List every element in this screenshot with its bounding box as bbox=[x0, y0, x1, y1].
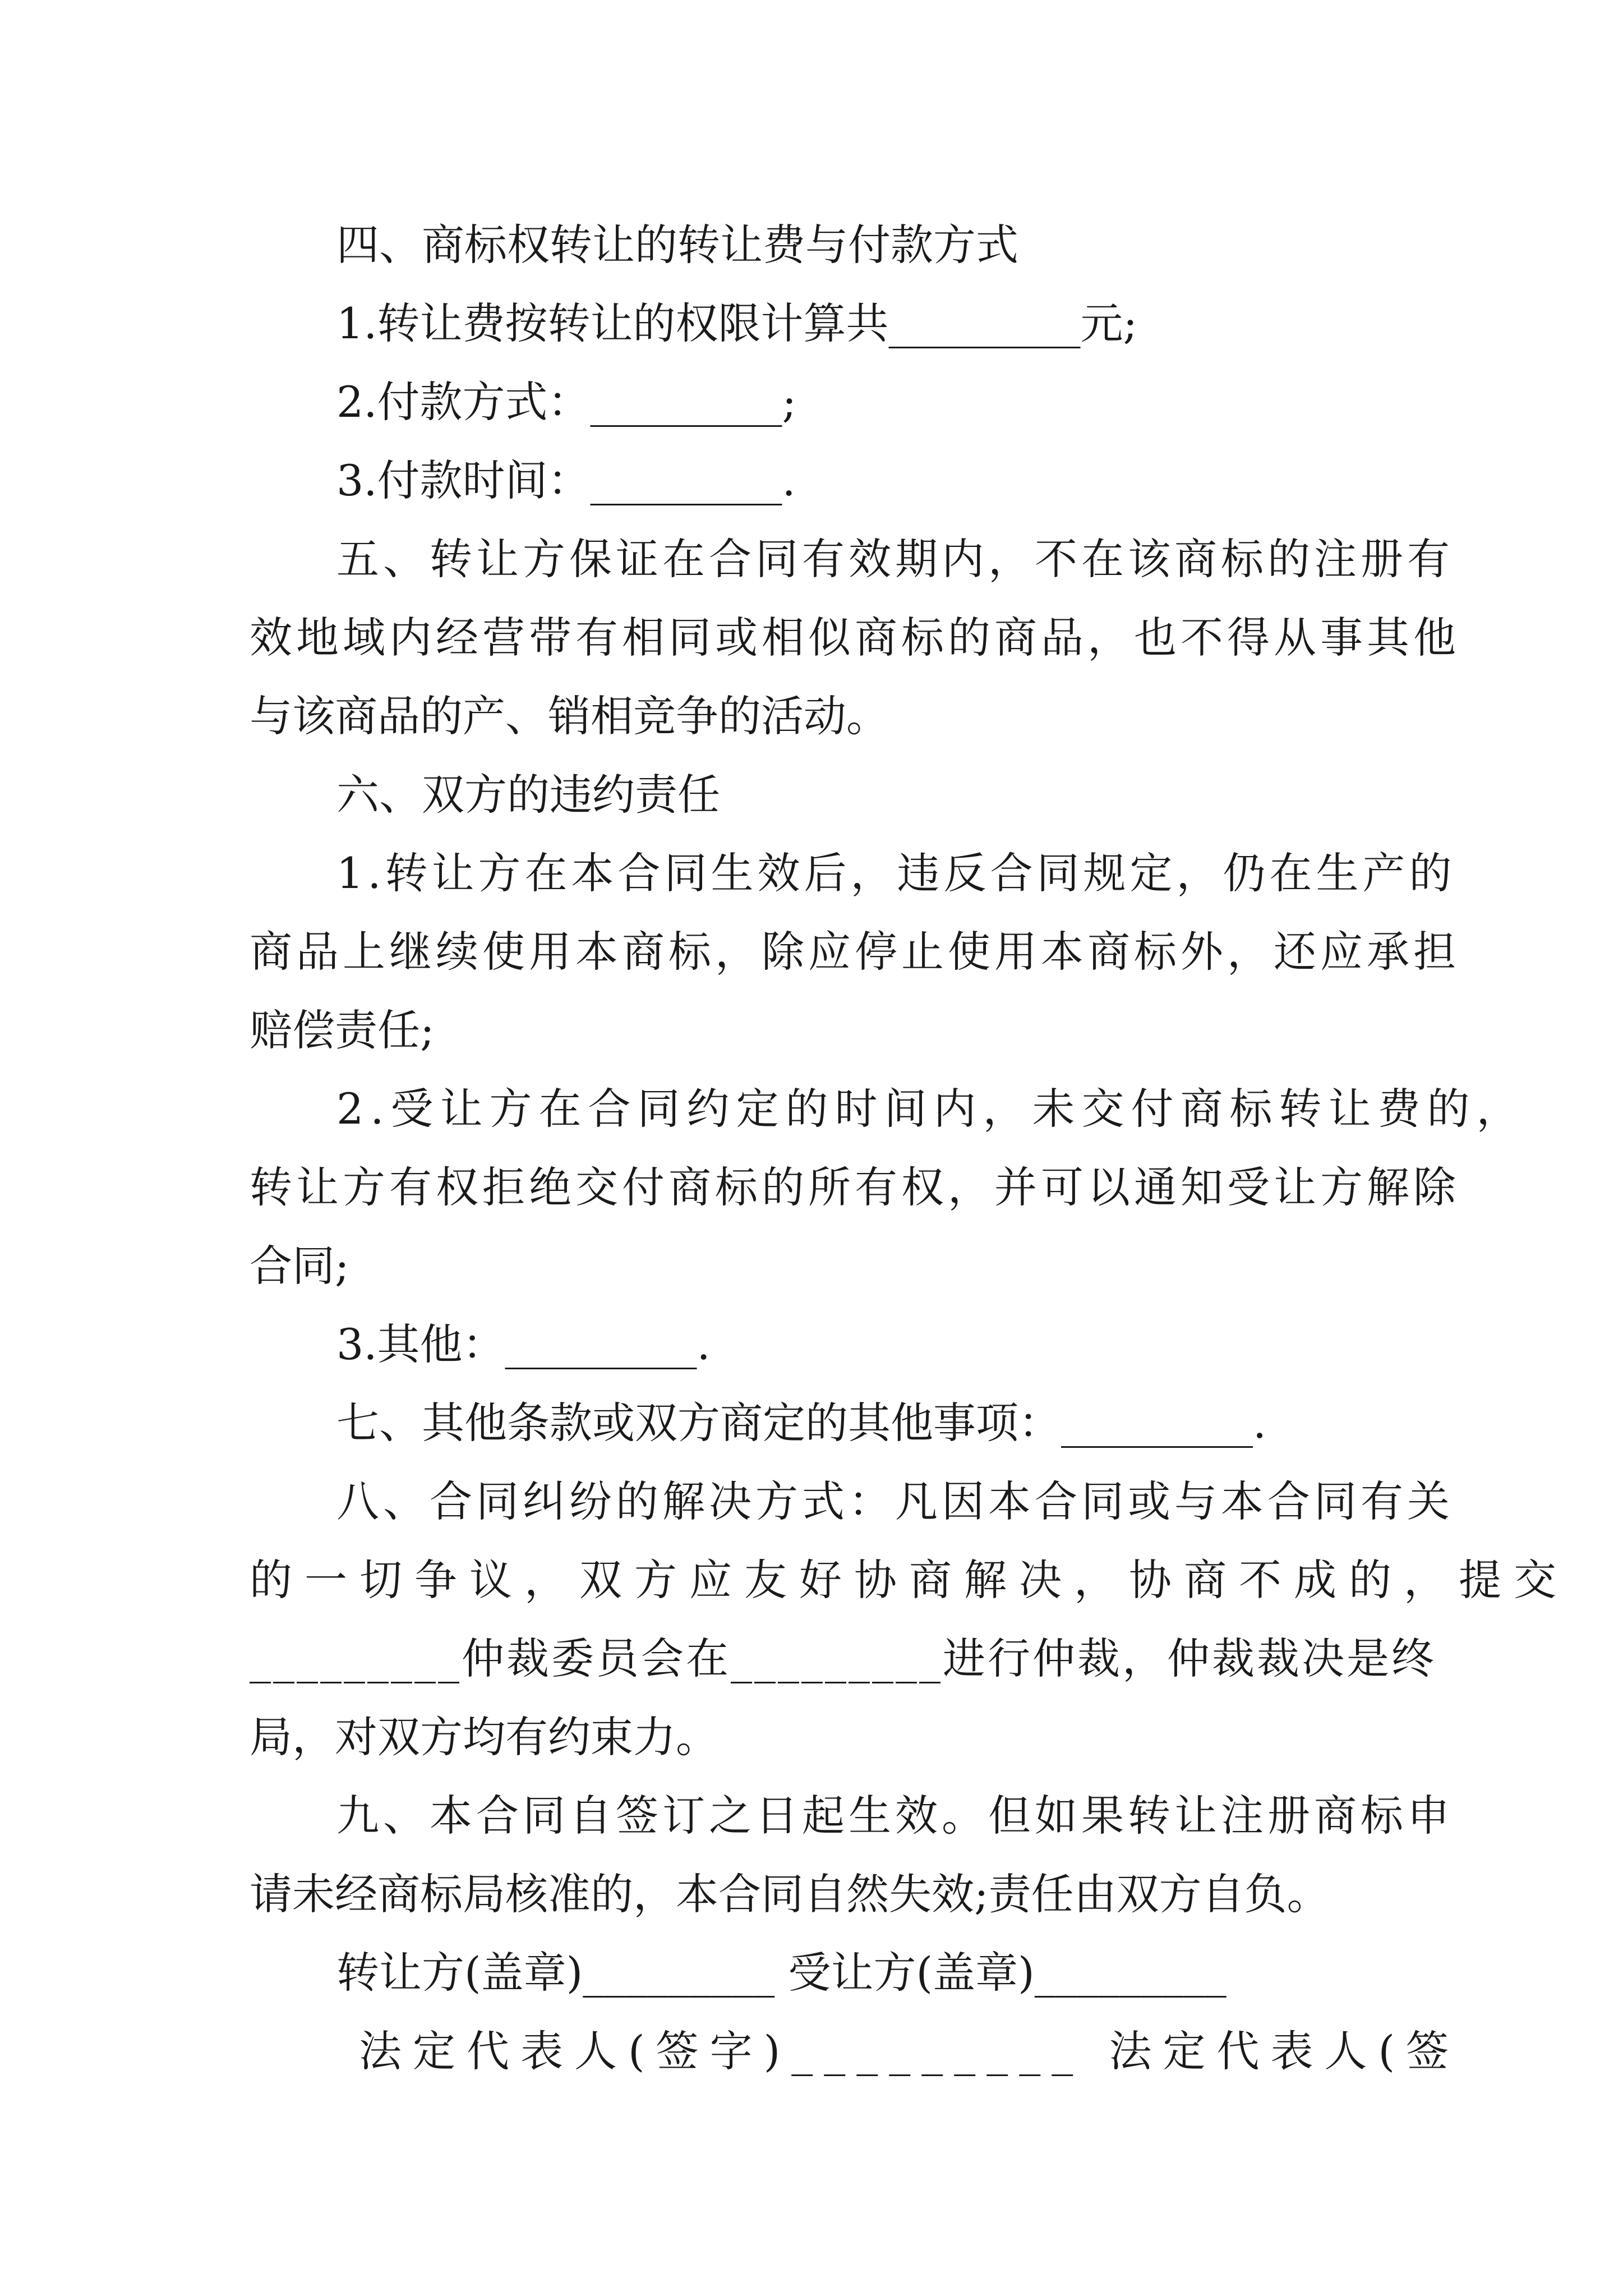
clause-6-2-line-1: 2.受让方在合同约定的时间内，未交付商标转让费的， bbox=[336, 1084, 1526, 1134]
signature-representative-line: 法定代表人(签字)_________ 法定代表人(签 bbox=[359, 2026, 1460, 2076]
section-5-line-1: 五、转让方保证在合同有效期内，不在该商标的注册有 bbox=[336, 534, 1454, 584]
section-8-line-3: _________仲裁委员会在_________进行仲裁，仲裁裁决是终 bbox=[250, 1634, 1436, 1683]
section-5-line-2: 效地域内经营带有相同或相似商标的商品，也不得从事其他 bbox=[250, 613, 1460, 662]
section-6-heading: 六、双方的违约责任 bbox=[336, 770, 720, 820]
section-9-line-1: 九、本合同自签订之日起生效。但如果转让注册商标申 bbox=[336, 1791, 1454, 1841]
section-9-line-2: 请未经商标局核准的，本合同自然失效;责任由双方自负。 bbox=[250, 1869, 1330, 1919]
clause-6-2-line-2: 转让方有权拒绝交付商标的所有权，并可以通知受让方解除 bbox=[250, 1162, 1460, 1212]
section-5-line-3: 与该商品的产、销相竞争的活动。 bbox=[250, 691, 889, 741]
clause-4-2: 2.付款方式：_________; bbox=[336, 377, 797, 427]
clause-6-1-line-2: 商品上继续使用本商标，除应停止使用本商标外，还应承担 bbox=[250, 927, 1460, 977]
section-4-heading: 四、商标权转让的转让费与付款方式 bbox=[336, 220, 1018, 270]
clause-6-1-line-1: 1.转让方在本合同生效后，违反合同规定，仍在生产的 bbox=[336, 848, 1456, 898]
clause-6-2-line-3: 合同; bbox=[250, 1241, 349, 1291]
section-7: 七、其他条款或双方商定的其他事项：_________. bbox=[336, 1398, 1267, 1448]
signature-seal-line: 转让方(盖章)_________ 受让方(盖章)_________ bbox=[336, 1948, 1227, 1998]
section-8-line-4: 局，对双方均有约束力。 bbox=[250, 1712, 718, 1762]
clause-4-3: 3.付款时间：_________. bbox=[336, 455, 796, 505]
section-8-line-2: 的一切争议，双方应友好协商解决，协商不成的，提交 bbox=[250, 1555, 1569, 1605]
clause-6-3: 3.其他：_________. bbox=[336, 1319, 711, 1369]
section-8-line-1: 八、合同纠纷的解决方式：凡因本合同或与本合同有关 bbox=[336, 1476, 1454, 1526]
clause-4-1: 1.转让费按转让的权限计算共_________元; bbox=[336, 298, 1138, 348]
clause-6-1-line-3: 赔偿责任; bbox=[250, 1005, 435, 1055]
